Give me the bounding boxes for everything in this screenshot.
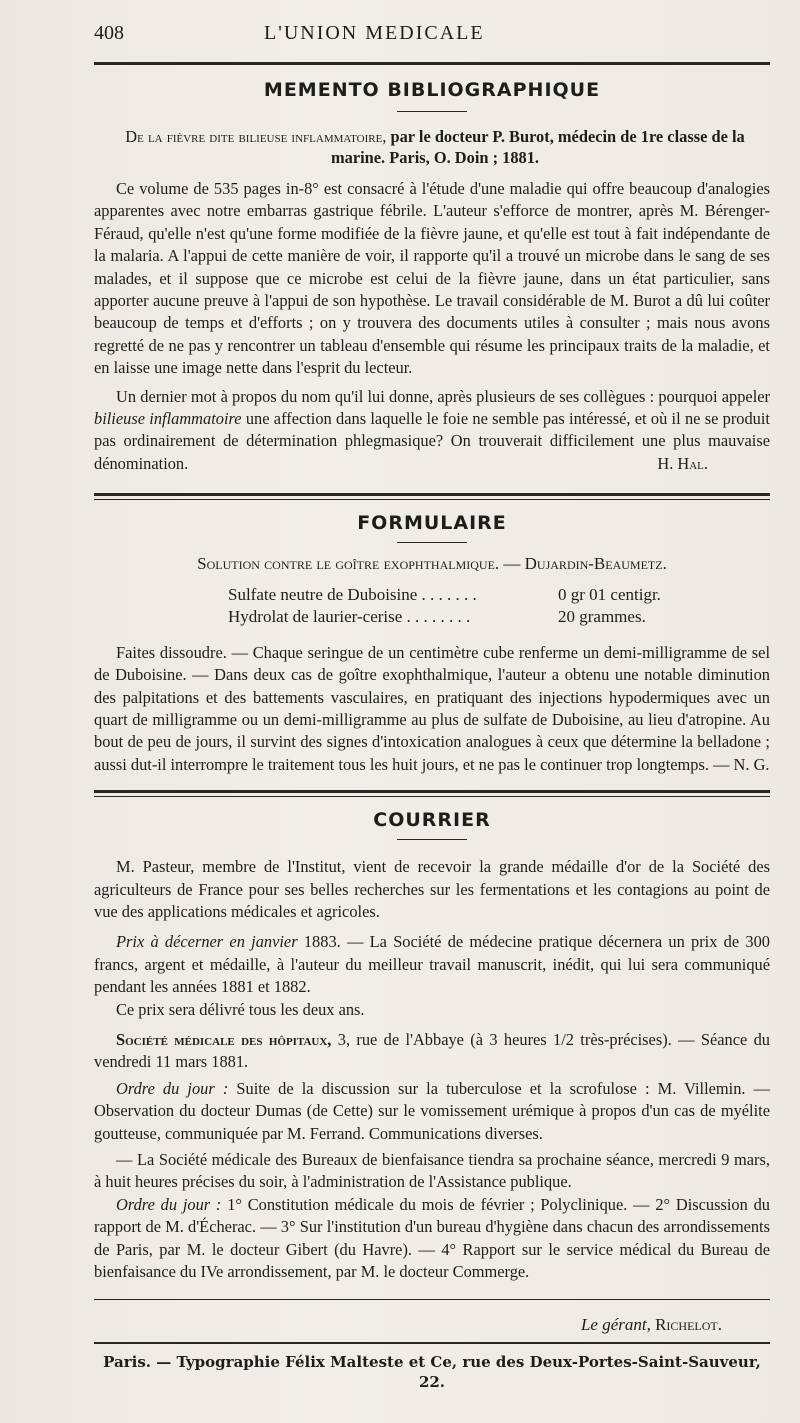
courrier-paragraph: Ordre du jour : Suite de la discussion sur la tuberculose et la scrofulose : M. Villemin. — Observation du docteur Dumas (de Cette) sur le vomissement urémique à propos d'un cas de myélite goutteuse, communiquée par M. Ferrand. Communications diverses.	[94, 1078, 770, 1143]
header-rule	[94, 62, 770, 65]
formula-subtitle: Solution contre le goître exophthalmique. — Dujardin-Beaumetz.	[197, 554, 667, 574]
courrier-paragraph: Ordre du jour : 1° Constitution médicale du mois de février ; Polyclinique. — 2° Discussion du rapport de M. d'Écherac. — 3° Sur l'institution d'un bureau d'hygiène dans chacun des arrondissements de Paris, par M. le docteur Gibert (du Havre). — 4° Rapport sur le service médical du Bureau de bienfaisance du IVe arrondissement, par M. le docteur Commerge.	[94, 1194, 770, 1282]
footer-rule	[94, 1299, 770, 1300]
memento-title: MEMENTO BIBLIOGRAPHIQUE	[263, 79, 601, 101]
printer-imprint: Paris. — Typographie Félix Malteste et Ce, rue des Deux-Portes-Saint-Sauveur, 22.	[103, 1353, 761, 1392]
ingredient-row	[94, 606, 770, 628]
courrier-paragraph: Prix à décerner en janvier 1883. — La Société de médecine pratique décernera un prix de 300 francs, argent et médaille, à l'auteur du meilleur travail manuscrit, inédit, qui lui sera communiqué pendant les années 1881 et 1882.	[94, 932, 770, 997]
italic-term: bilieuse inflammatoire	[94, 409, 242, 429]
formulaire-section	[94, 512, 770, 776]
courrier-paragraph: Ce prix sera délivré tous les deux ans.	[116, 999, 365, 1019]
section-divider	[94, 493, 770, 500]
ingredient-row	[94, 584, 770, 606]
page-number: 408	[94, 22, 124, 44]
memento-section	[94, 79, 770, 475]
running-head	[94, 22, 770, 58]
reference-title: De la fièvre dite bilieuse inflammatoire,	[125, 127, 387, 146]
reference-author: par le docteur P. Burot, médecin de 1re classe de la marine. Paris, O. Doin ; 1881.	[330, 127, 745, 167]
memento-paragraph-2: Un dernier mot à propos du nom qu'il lui donne, après plusieurs de ses collègues : pourquoi appeler bilieuse inflammatoire une affection dans laquelle le foie ne semble pas intéressé, et où il ne se produit pas ordinairement de détermination phlegmasique? On trouverait difficilement une plus mauvaise dénomination. H. Hal.	[94, 386, 770, 476]
bibliographic-reference	[94, 126, 770, 168]
section-divider	[94, 790, 770, 797]
courrier-paragraph: Société médicale des hôpitaux, 3, rue de l'Abbaye (à 3 heures 1/2 très-précises). — Séance du vendredi 11 mars 1881.	[94, 1029, 770, 1072]
formula-text: Faites dissoudre. — Chaque seringue de un centimètre cube renferme un demi-milligramme de sel de Duboisine. — Dans deux cas de goître exophthalmique, l'auteur a obtenu une notable diminution des palpitations et des battements vasculaires, en pratiquant des injections hypodermiques avec un quart de milligramme ou un demi-milligramme au plus de sulfate de Duboisine, au lieu d'atropine. Au bout de peu de jours, il survint des signes d'intoxication analogues à ceux que détermine la belladone ; aussi dut-il interrompre le traitement tous les huit jours, et ne pas le continuer trop longtemps. — N. G.	[94, 642, 770, 774]
courrier-section	[94, 809, 770, 1283]
signature: H. Hal.	[657, 453, 708, 473]
formulaire-title: FORMULAIRE	[357, 512, 507, 535]
courrier-title: COURRIER	[373, 809, 491, 832]
gerant-name: Richelot.	[655, 1315, 722, 1335]
footer-rule	[94, 1342, 770, 1344]
ingredient-dose: 20 grammes.	[558, 606, 646, 626]
title-rule	[397, 542, 467, 543]
gerant-line: Le gérant, Richelot.	[580, 1315, 722, 1335]
ingredient-list	[94, 584, 770, 628]
title-rule	[397, 839, 467, 840]
memento-paragraph-1: Ce volume de 535 pages in-8° est consacré à l'étude d'une maladie qui offre beaucoup d'analogies apparentes avec notre embarras gastrique fébrile. L'auteur s'efforce de montrer, après M. Bérenger-Féraud, qu'elle n'est qu'une forme modifiée de la fièvre jaune, et qu'elle est tout à fait indépendante de la malaria. A l'appui de cette manière de voir, il rapporte qu'il a trouvé un microbe dans le sang de ses malades, et il suppose que ce microbe est celui de la fièvre jaune, dans un état particulier, sans apporter aucune preuve à l'appui de son hypothèse. Le travail considérable de M. Burot a dû lui coûter beaucoup de temps et d'efforts ; on y trouvera des documents utiles à consulter ; mais nous avons regretté de ne pas y rencontrer un tableau d'ensemble qui résume les principaux traits de la maladie, et en laisse une image nette dans l'esprit du lecteur.	[94, 179, 770, 378]
ingredient-dose: 0 gr 01 centigr.	[558, 584, 661, 604]
courrier-paragraph: M. Pasteur, membre de l'Institut, vient de recevoir la grande médaille d'or de la Société des agriculteurs de France pour ses belles recherches sur les fermentations et les contagions au point de vue des applications médicales et agricoles.	[94, 857, 770, 921]
title-rule	[397, 111, 467, 112]
ingredient-name: Sulfate neutre de Duboisine . . . . . . .	[228, 584, 477, 604]
ingredient-name: Hydrolat de laurier-cerise . . . . . . . .	[228, 606, 471, 626]
journal-title: L'UNION MEDICALE	[264, 22, 485, 44]
courrier-paragraph: — La Société médicale des Bureaux de bienfaisance tiendra sa prochaine séance, mercredi 9 mars, à huit heures précises du soir, à l'administration de l'Assistance publique.	[94, 1150, 770, 1192]
